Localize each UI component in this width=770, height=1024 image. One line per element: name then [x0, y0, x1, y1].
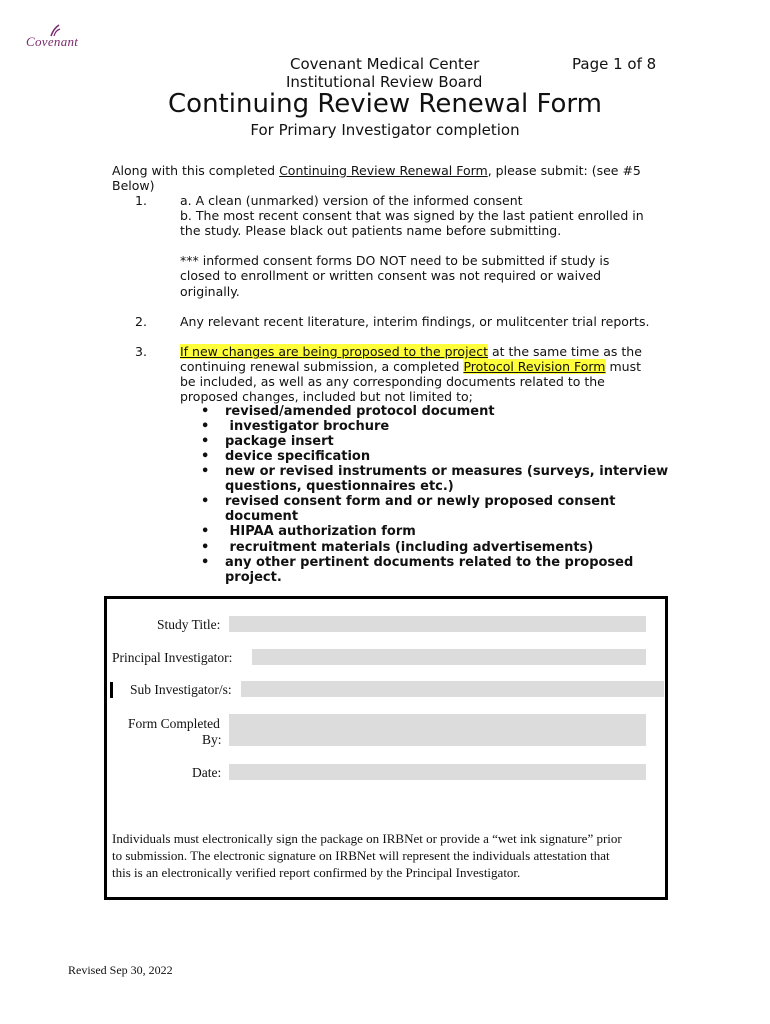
- intro-line: [112, 163, 641, 178]
- list-item-cont: project.: [225, 570, 282, 585]
- page-title: Continuing Review Renewal Form: [168, 89, 602, 119]
- bullet-icon: •: [201, 555, 210, 570]
- board-name: Institutional Review Board: [286, 73, 483, 91]
- item-number: 1.: [135, 193, 147, 208]
- bullet-icon: •: [201, 494, 210, 509]
- item3-line-3: be included, as well as any corresponding documents related to the: [180, 374, 605, 389]
- bullet-icon: •: [201, 404, 210, 419]
- list-item: • new or revised instruments or measures (surveys, interview: [201, 464, 669, 479]
- study-title-label: Study Title:: [157, 617, 221, 632]
- pi-label: Principal Investigator:: [112, 650, 233, 665]
- item3-line-2: [180, 359, 641, 374]
- signature-note-3: this is an electronically verified report confirmed by the Principal Investigator.: [112, 865, 521, 880]
- item2-text: Any relevant recent literature, interim findings, or mulitcenter trial reports.: [180, 314, 650, 329]
- intro-tail2: Below): [112, 178, 155, 193]
- item-number: 3.: [135, 344, 147, 359]
- bullet-icon: •: [201, 524, 210, 539]
- list-item: • HIPAA authorization form: [201, 524, 416, 539]
- bullet-icon: •: [201, 434, 210, 449]
- intro-form-link[interactable]: Continuing Review Renewal Form: [279, 163, 488, 178]
- bullet-icon: •: [201, 419, 210, 434]
- date-label: Date:: [192, 765, 222, 780]
- item3-line-1: [180, 344, 642, 359]
- list-item: • revised consent form and or newly proposed consent: [201, 494, 616, 509]
- logo-text: Covenant: [26, 34, 79, 49]
- item1-note-1: *** informed consent forms DO NOT need to be submitted if study is: [180, 253, 610, 268]
- form-completed-by-input[interactable]: [229, 714, 646, 746]
- list-item: • revised/amended protocol document: [201, 404, 495, 419]
- list-item-cont: questions, questionnaires etc.): [225, 479, 454, 494]
- intro-lead: Along with this completed: [112, 163, 280, 178]
- item3-text-1: at the same time as the: [488, 344, 642, 359]
- form-completed-label-2: By:: [202, 732, 222, 747]
- bullet-icon: •: [201, 449, 210, 464]
- study-title-input[interactable]: [229, 616, 646, 632]
- change-bar: [110, 682, 113, 698]
- pi-input[interactable]: [252, 649, 646, 665]
- bullet-icon: •: [201, 464, 210, 479]
- item1-line-c: the study. Please black out patients name before submitting.: [180, 223, 562, 238]
- item1-line-b: b. The most recent consent that was signed by the last patient enrolled in: [180, 208, 644, 223]
- form-completed-label-1: Form Completed: [128, 716, 220, 731]
- intro-tail: , please submit: (see #5: [487, 163, 641, 178]
- item3-line-4: proposed changes, included but not limited to;: [180, 389, 473, 404]
- item3-text-2a: continuing renewal submission, a completed: [180, 359, 464, 374]
- sub-investigator-label: Sub Investigator/s:: [130, 682, 232, 697]
- item1-line-a: a. A clean (unmarked) version of the informed consent: [180, 193, 523, 208]
- revised-date: Revised Sep 30, 2022: [68, 963, 173, 977]
- page-indicator: Page 1 of 8: [572, 55, 657, 73]
- item-number: 2.: [135, 314, 147, 329]
- sub-investigator-input[interactable]: [241, 681, 664, 697]
- item3-text-2b: must: [605, 359, 641, 374]
- page-subtitle: For Primary Investigator completion: [250, 121, 520, 139]
- list-item: • package insert: [201, 434, 334, 449]
- bullet-icon: •: [201, 540, 210, 555]
- signature-note-2: to submission. The electronic signature on IRBNet will represent the individuals attestation that: [112, 848, 610, 863]
- list-item: • device specification: [201, 449, 371, 464]
- item1-note-2: closed to enrollment or written consent was not required or waived: [180, 268, 602, 283]
- protocol-revision-form-link[interactable]: Protocol Revision Form: [463, 359, 606, 374]
- date-input[interactable]: [229, 764, 646, 780]
- item1-note-3: originally.: [180, 284, 240, 299]
- list-item-cont: document: [225, 509, 299, 524]
- covenant-logo: [26, 30, 106, 52]
- item3-highlight-changes: If new changes are being proposed to the project: [180, 344, 489, 359]
- org-name: Covenant Medical Center: [290, 55, 480, 73]
- list-item: • recruitment materials (including advertisements): [201, 540, 594, 555]
- list-item: • any other pertinent documents related to the proposed: [201, 555, 634, 570]
- signature-note-1: Individuals must electronically sign the package on IRBNet or provide a “wet ink signature” prior: [112, 831, 622, 846]
- list-item: • investigator brochure: [201, 419, 390, 434]
